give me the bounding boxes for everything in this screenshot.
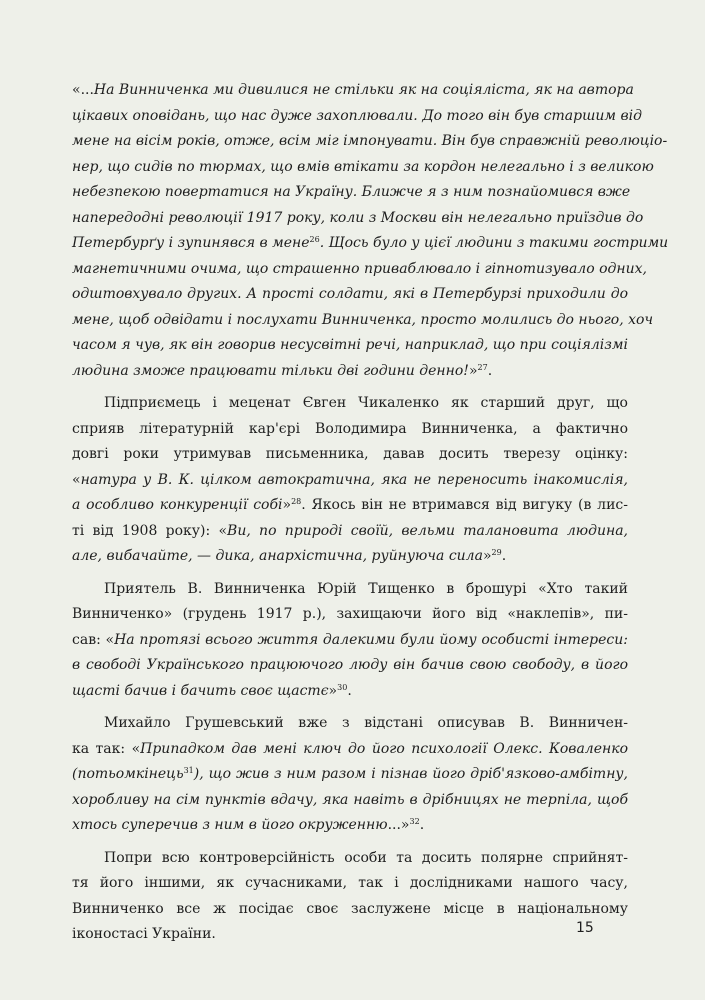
text-line — [72, 846, 628, 872]
text-line — [72, 468, 628, 494]
text-line — [72, 602, 628, 628]
text-segment: . — [419, 817, 425, 833]
paragraph — [72, 711, 628, 839]
text-line — [72, 762, 628, 788]
text-line — [72, 104, 642, 130]
text-line — [72, 282, 628, 308]
italic-text: натура у В. К. цілком автократична, яка не переносить інакомислія, — [80, 471, 628, 488]
text-line — [72, 308, 654, 334]
text-line — [72, 155, 654, 181]
text-segment: » — [482, 548, 492, 564]
text-line — [72, 897, 628, 923]
italic-text: . Щось було у цієї людини з такими гострими — [319, 235, 669, 251]
text-line — [72, 737, 628, 763]
text-line — [72, 711, 628, 737]
footnote-ref: 26 — [309, 235, 320, 244]
text-line — [72, 871, 628, 897]
text-line — [72, 544, 628, 570]
italic-text: в свободі Українського працюючого люду він бачив свою свободу, в його — [72, 657, 628, 673]
body-text — [72, 78, 669, 955]
footnote-ref: 27 — [477, 362, 488, 372]
text-segment: тя його іншими, як сучасниками, так і дослідниками нашого часу, — [72, 875, 628, 891]
italic-text: часом я чув, як він говорив несусвітні речі, наприклад, що при соціялізмі — [72, 337, 628, 353]
text-segment: Підприємець і меценат Євген Чикаленко як старший друг, що — [104, 395, 628, 411]
italic-text: Припадком дав мені ключ до його психології Олекс. Коваленко — [140, 740, 629, 757]
text-segment: сприяв літературній кар'єрі Володимира Винниченка, а фактично — [72, 420, 628, 437]
italic-text: людина зможе працювати тільки дві години денно! — [72, 362, 469, 379]
text-line — [72, 206, 644, 232]
text-segment: ка так: « — [72, 740, 141, 757]
text-line — [72, 679, 628, 705]
paragraph — [72, 391, 628, 570]
text-segment: Михайло Грушевський вже з відстані описував В. Винничен- — [104, 715, 628, 731]
text-line — [72, 417, 628, 443]
paragraph — [72, 577, 628, 705]
text-line — [72, 922, 628, 948]
italic-text: (потьомкінець — [72, 766, 184, 782]
text-segment: довгі роки утримував письменника, давав досить тверезу оцінку: — [72, 446, 628, 462]
italic-text: Петербурґу і зупинявся в мене — [72, 235, 310, 251]
italic-text: ), що жив з ним разом і пізнав його дріб'язково-амбітну, — [193, 766, 628, 782]
italic-text: одштовхувало других. А прості солдати, які в Петербурзі приходили до — [72, 286, 628, 302]
italic-text: хоробливу на сім пунктів вдачу, яка навіть в дрібницях не терпіла, щоб — [72, 791, 628, 808]
text-segment: Винниченко» (грудень 1917 р.), захищаючи його від «наклепів», пи- — [72, 606, 628, 622]
text-line — [72, 231, 669, 257]
text-segment: . — [501, 548, 507, 564]
text-line — [72, 813, 628, 839]
footnote-ref: 28 — [291, 497, 302, 506]
text-segment: « — [72, 471, 81, 488]
text-segment: сав: « — [72, 631, 115, 648]
page-number: 15 — [576, 920, 594, 936]
text-line — [72, 788, 628, 814]
text-segment: . Якось він не втримався від вигуку (в лис- — [301, 497, 628, 513]
paragraph — [72, 78, 669, 384]
italic-text: магнетичними очима, що страшенно приваблювало і гіпнотизувало одних, — [72, 260, 647, 277]
italic-text: хтось суперечив з ним в його окруженню — [72, 817, 388, 833]
text-segment: ті від 1908 року): « — [72, 522, 228, 539]
text-segment: » — [468, 362, 478, 379]
italic-text: мене на вісім років, отже, всім міг імпонувати. Він був справжній революціо- — [72, 133, 668, 149]
text-line — [72, 519, 628, 545]
text-segment: «... — [72, 82, 94, 98]
footnote-ref: 32 — [409, 817, 420, 826]
italic-text: небезпекою повертатися на Україну. Ближче я з ним познайомився вже — [72, 184, 631, 200]
italic-text: щасті бачив і бачить своє щастє — [72, 682, 329, 699]
text-line — [72, 628, 628, 654]
text-segment: Винниченко все ж посідає своє заслужене місце в національному — [72, 900, 628, 917]
text-line — [72, 257, 647, 283]
text-line — [72, 653, 628, 679]
text-line — [72, 391, 628, 417]
text-segment: Приятель В. Винниченка Юрій Тищенко в брошурі «Хто такий — [104, 580, 628, 597]
italic-text: цікавих оповідань, що нас дуже захоплювали. До того він був старшим від — [72, 107, 642, 124]
italic-text: нер, що сидів по тюрмах, що вмів втікати за кордон нелегально і з великою — [72, 158, 654, 175]
text-line — [72, 78, 634, 104]
text-segment: » — [282, 497, 292, 513]
italic-text: На Винниченка ми дивилися не стільки як на соціяліста, як на автора — [93, 82, 634, 98]
text-segment: . — [347, 682, 352, 699]
italic-text: На протязі всього життя далекими були йому особисті інтереси: — [114, 631, 628, 648]
italic-text: але, вибачайте, — дика, анархістична, руйнуюча сила — [72, 548, 483, 564]
text-line — [72, 493, 628, 519]
footnote-ref: 31 — [183, 766, 194, 775]
italic-text: Ви, по природі своїй, вельми талановита людина, — [227, 522, 628, 539]
paragraph — [72, 846, 628, 948]
footnote-ref: 29 — [491, 548, 502, 557]
text-segment: іконостасі України. — [72, 926, 216, 942]
text-segment: Попри всю контроверсійність особи та досить полярне сприйнят- — [104, 849, 628, 866]
text-line — [72, 333, 628, 359]
italic-text: мене, щоб одвідати і послухати Винниченка, просто молились до нього, хоч — [72, 311, 654, 328]
footnote-ref: 30 — [337, 682, 348, 692]
italic-text: а особливо конкуренції собі — [72, 497, 283, 513]
text-line — [72, 359, 628, 385]
text-segment: ...» — [387, 817, 410, 833]
text-line — [72, 129, 668, 155]
text-line — [72, 442, 628, 468]
text-segment: . — [487, 362, 493, 379]
text-line — [72, 180, 631, 206]
italic-text: напередодні революції 1917 року, коли з Москви він нелегально приїздив до — [72, 209, 644, 226]
text-line — [72, 577, 628, 603]
text-segment: » — [328, 682, 338, 699]
